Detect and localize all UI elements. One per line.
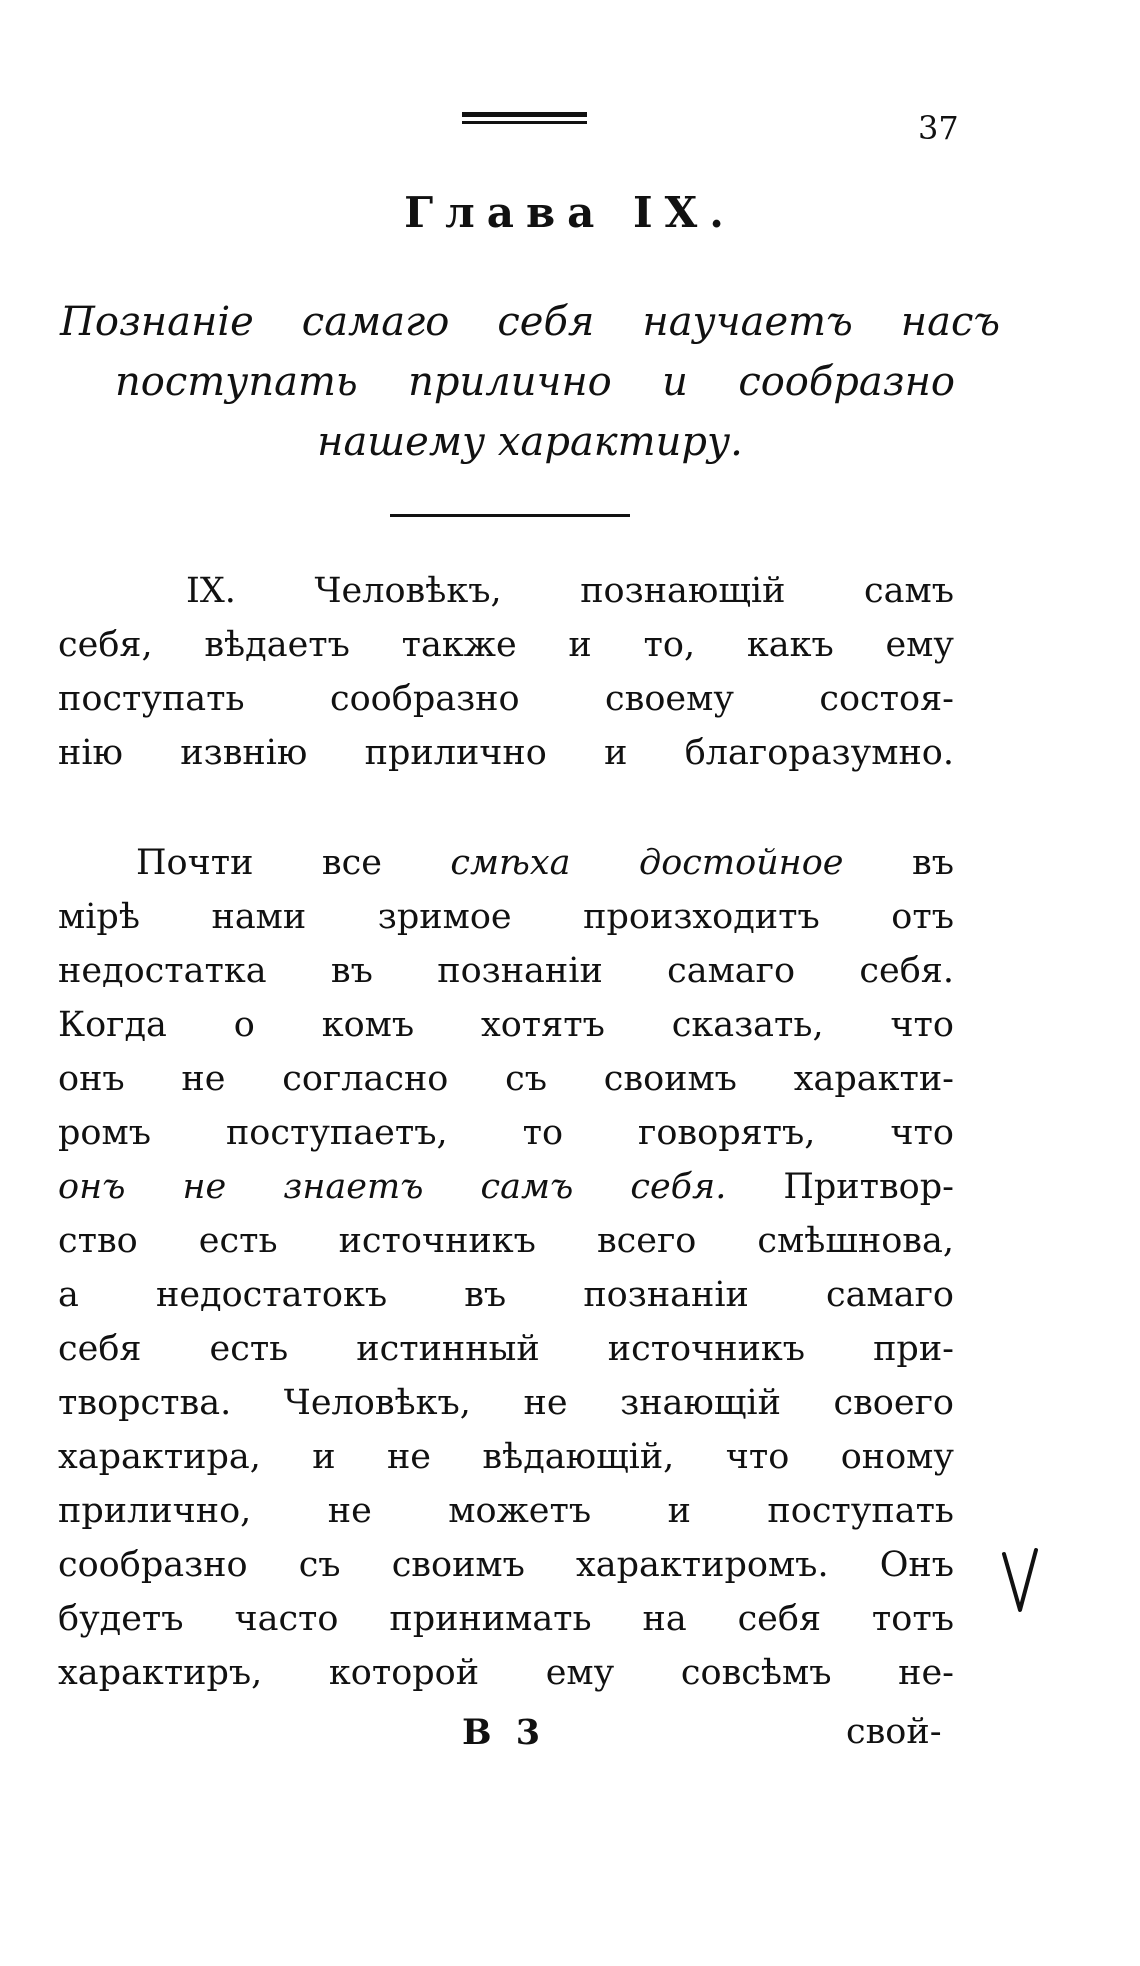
subtitle-line: поступать прилично и сообразно — [115, 359, 955, 405]
text-run: Почти все — [136, 843, 451, 883]
subtitle-line: нашему характиру. — [317, 419, 743, 465]
paragraph-1 — [58, 564, 954, 780]
text-line: поступать сообразно своему состоя- — [58, 679, 954, 719]
text-line: ство есть источникъ всего смѣшнова, — [58, 1221, 954, 1261]
text-line: мірѣ нами зримое произходитъ отъ — [58, 897, 954, 937]
catchword: свой- — [846, 1712, 942, 1752]
handwritten-check-mark — [1000, 1548, 1040, 1618]
text-line: творства. Человѣкъ, не знающій своего — [58, 1383, 954, 1423]
text-line: себя, вѣдаетъ также и то, какъ ему — [58, 625, 954, 665]
text-line: онъ не согласно съ своимъ характи- — [58, 1059, 954, 1099]
text-line: IX. Человѣкъ, познающій самъ — [186, 571, 954, 611]
italic-phrase: онъ не знаетъ самъ себя. — [58, 1167, 727, 1207]
section-divider — [390, 514, 630, 517]
text-line — [58, 1160, 954, 1214]
text-run: въ — [843, 843, 954, 883]
paragraph-2 — [58, 836, 954, 1700]
text-line: а недостатокъ въ познаніи самаго — [58, 1275, 954, 1315]
text-run: Притвор- — [726, 1167, 954, 1207]
text-line: нію извнію прилично и благоразумно. — [58, 733, 954, 773]
chapter-subtitle — [60, 292, 1000, 472]
text-line: себя есть истинный источникъ при- — [58, 1329, 954, 1369]
text-line: сообразно съ своимъ характиромъ. Онъ — [58, 1545, 954, 1585]
ornament-rule-bottom — [462, 121, 587, 124]
italic-phrase: смѣха достойное — [450, 843, 844, 883]
text-line: ромъ поступаетъ, то говорятъ, что — [58, 1113, 954, 1153]
chapter-title: Глава IX. — [404, 188, 736, 237]
text-line: недостатка въ познаніи самаго себя. — [58, 951, 954, 991]
header-ornament — [462, 112, 587, 126]
signature-mark: В 3 — [462, 1712, 547, 1753]
text-line: характира, и не вѣдающій, что оному — [58, 1437, 954, 1477]
page-number: 37 — [918, 109, 959, 147]
text-line: Когда о комъ хотятъ сказать, что — [58, 1005, 954, 1045]
text-line — [58, 836, 954, 890]
text-line: прилично, не можетъ и поступать — [58, 1491, 954, 1531]
subtitle-line: Познаніе самаго себя научаетъ насъ — [60, 299, 1000, 345]
text-line: характиръ, которой ему совсѣмъ не- — [58, 1653, 954, 1693]
ornament-rule-top — [462, 112, 587, 117]
text-line: будетъ часто принимать на себя тотъ — [58, 1599, 954, 1639]
